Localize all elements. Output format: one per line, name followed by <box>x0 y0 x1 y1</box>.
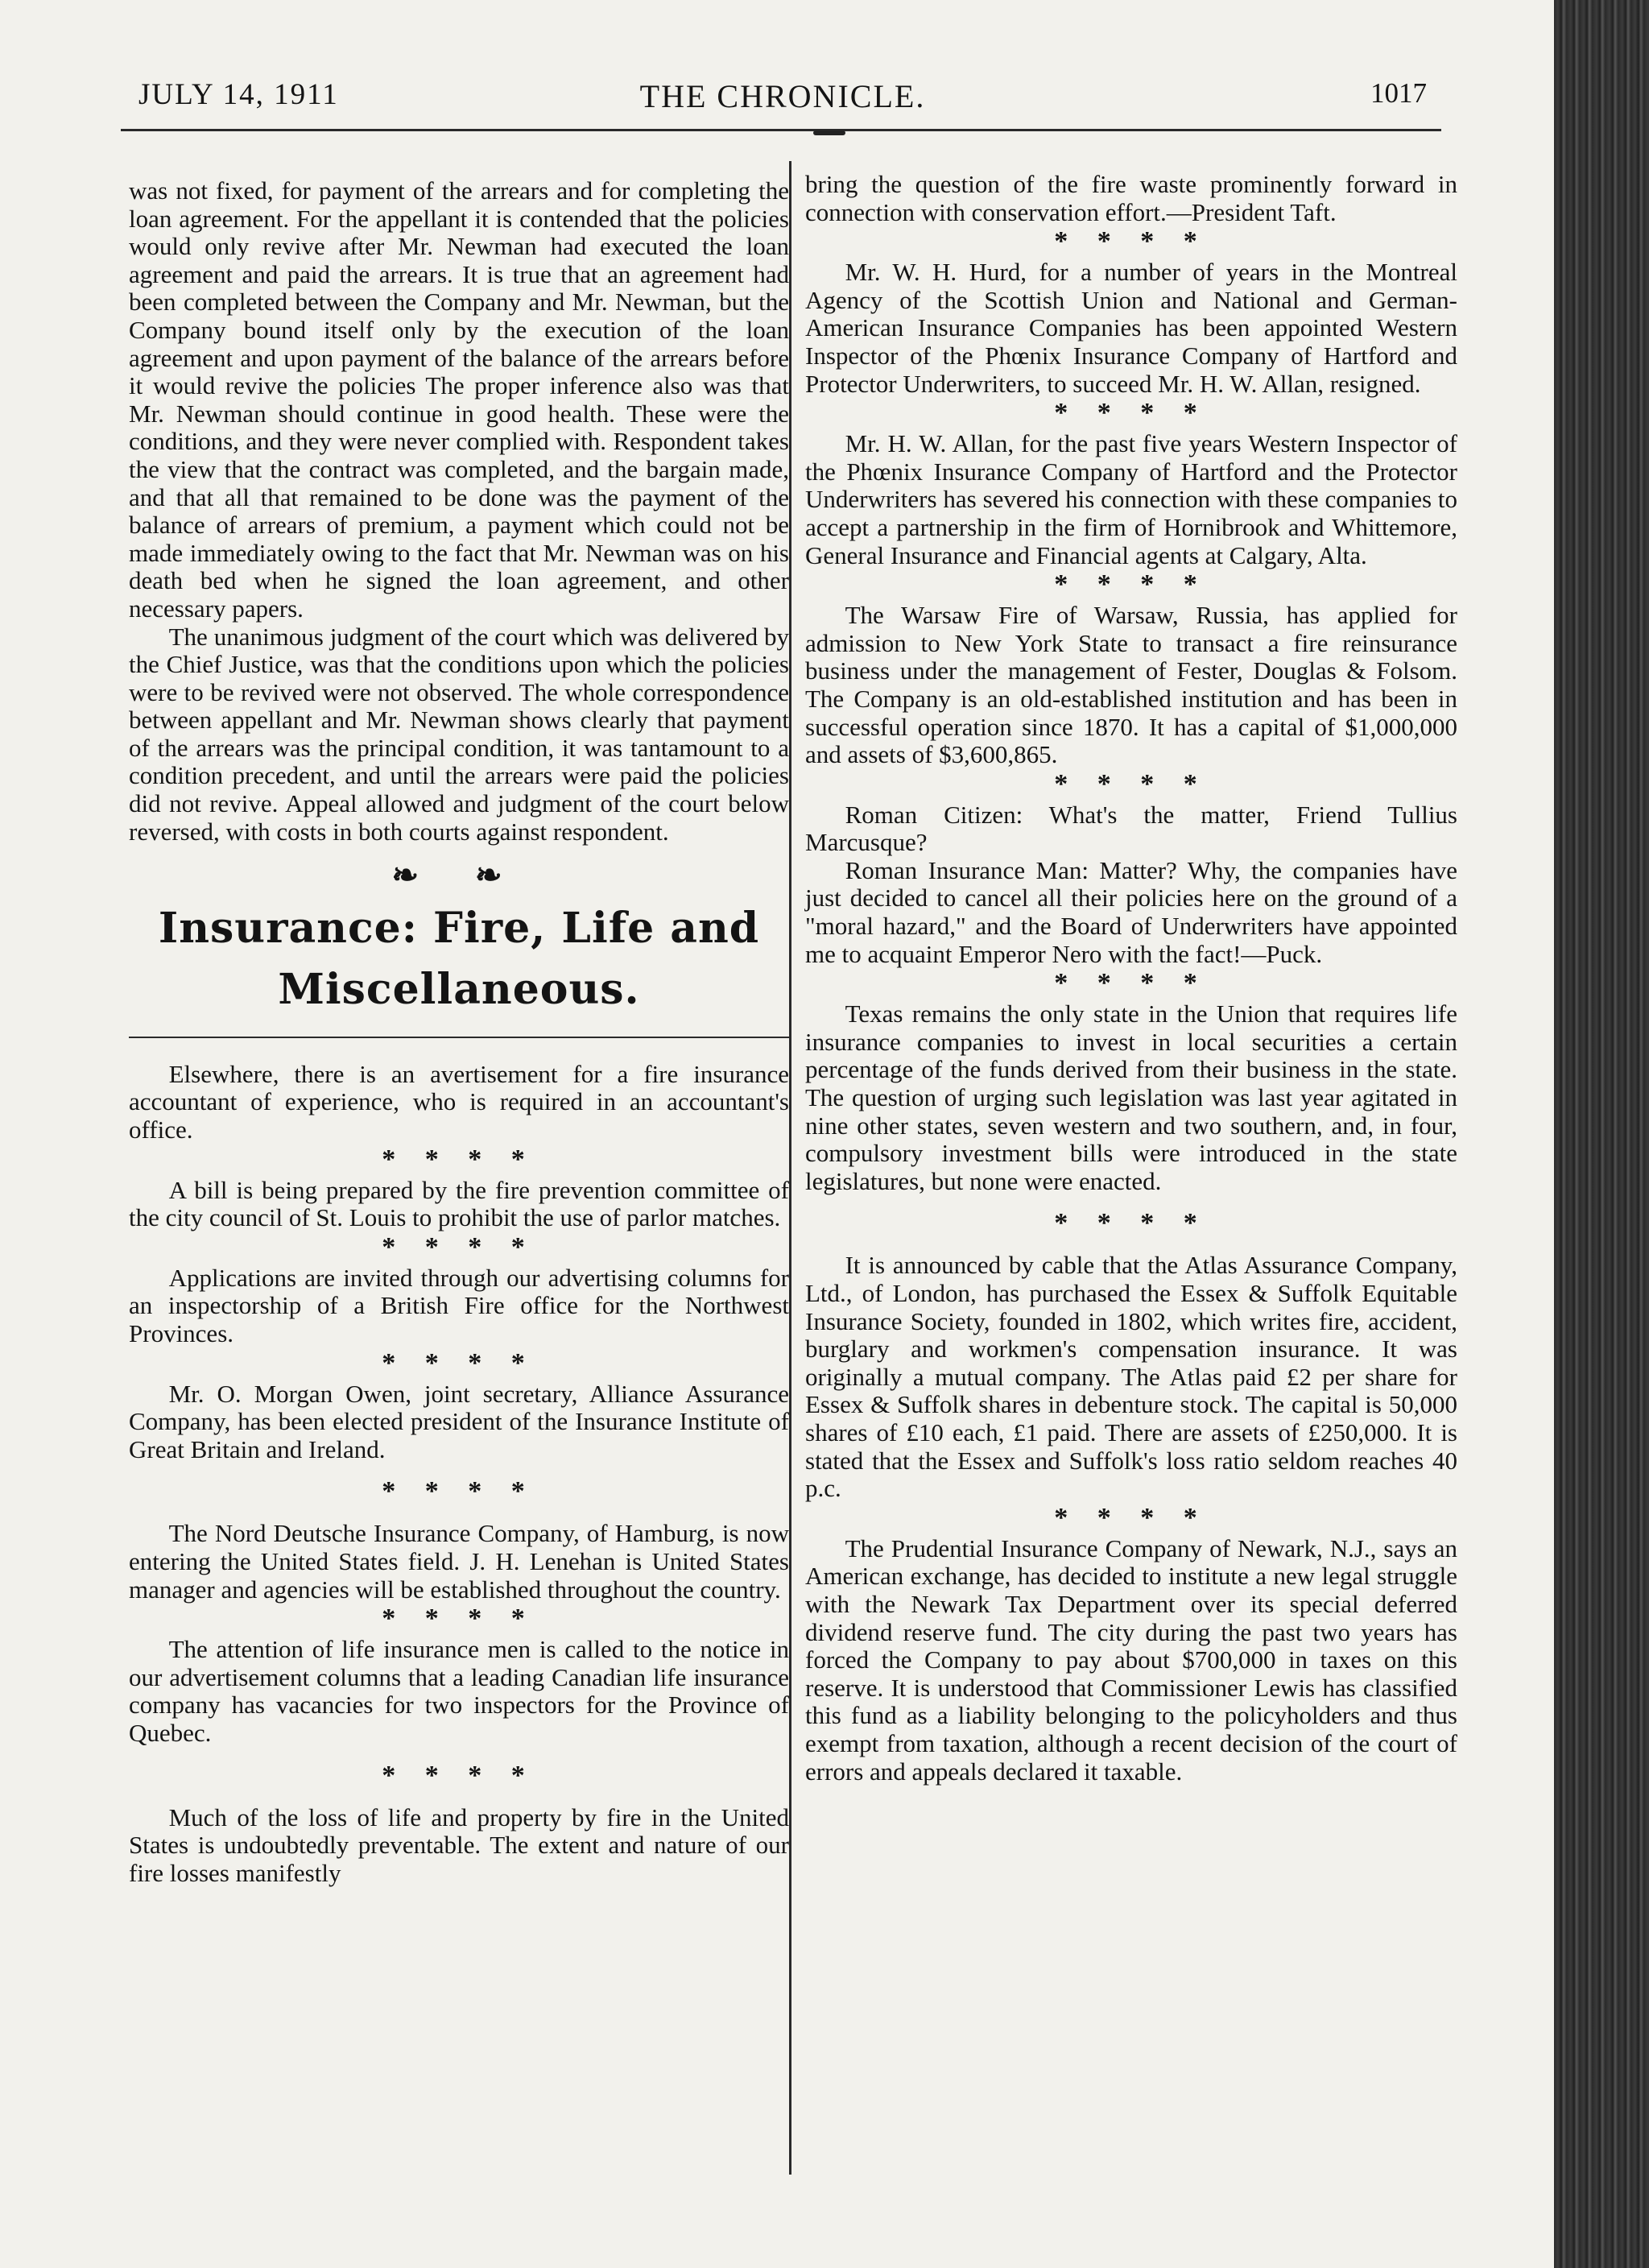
publication-title: THE CHRONICLE. <box>639 78 926 114</box>
page-number: 1017 <box>1370 77 1427 109</box>
dialogue-line: Roman Citizen: What's the matter, Friend Tullius Marcusque? <box>805 800 1457 857</box>
news-item: It is announced by cable that the Atlas Assurance Company, Ltd., of London, has purchased the Essex & Suffolk Equitable Insurance Society, founded in 1802, which writes fire, accident, burglary and workmen's compensation insurance. It was originally a mutual company. The Atlas paid £2 per share for Essex & Suffolk shares in debenture stock. The capital is 50,000 shares of £10 each, £1 paid. There are assets of £250,000. It is stated that the Essex and Suffolk's loss ratio seldom reaches 40 p.c. <box>805 1251 1457 1503</box>
dialogue-line: Roman Insurance Man: Matter? Why, the companies have just decided to cancel all their policies here on the ground of a "moral hazard," and the Board of Underwriters have appointed me to acquaint Emperor Nero with the fact!—Puck. <box>805 855 1457 968</box>
section-heading <box>129 898 789 1020</box>
article-continuation: was not fixed, for payment of the arrears and for completing the loan agreement. For the appellant it is contended that the policies would only revive after Mr. Newman had executed the loan agreement and paid the arrears. It is true that an agreement had been completed between the Company and Mr. Newman, but the Company bound itself only by the execution of the loan agreement and upon payment of the balance of the arrears before it would revive the policies The proper inference also was that Mr. Newman should continue in good health. These were the conditions, and they were never complied with. Respondent takes the view that the contract was completed, and the bargain made, and that all that remained to be done was the payment of the balance of arrears of premium, a payment which could not be made immediately owing to the fact that Mr. Newman was on his death bed when he signed the loan agreement, and other necessary papers. <box>129 176 789 623</box>
news-item: The attention of life insurance men is called to the notice in our advertisement columns that a leading Canadian life insurance company has vacancies for two inspectors for the Province of Quebec. <box>129 1635 789 1747</box>
star-separator: * * * * <box>1054 569 1209 600</box>
article-continuation: bring the question of the fire waste prominently forward in connection with conservation effort.—President Taft. <box>805 170 1457 226</box>
star-separator: * * * * <box>382 1604 536 1634</box>
star-separator: * * * * <box>382 1347 536 1378</box>
star-separator: * * * * <box>382 1476 536 1507</box>
column-divider <box>789 161 791 2175</box>
section-heading-line-1: Insurance: Fire, Life and <box>158 903 760 953</box>
star-separator: * * * * <box>1054 1208 1209 1239</box>
news-item: The Warsaw Fire of Warsaw, Russia, has applied for admission to New York State to transact a fire reinsurance business under the management of Fester, Douglas & Folsom. The Company is an old-established institution and has been in successful operation since 1870. It has a capital of $1,000,000 and assets of $3,600,865. <box>805 601 1457 769</box>
news-item: Mr. H. W. Allan, for the past five years Western Inspector of the Phœnix Insurance Company of Hartford and the Protector Underwriters has severed his connection with these companies to accept a partnership in the firm of Hornibrook and Whittemore, General Insurance and Financial agents at Calgary, Alta. <box>805 429 1457 569</box>
star-separator: * * * * <box>1054 968 1209 999</box>
star-separator: * * * * <box>1054 398 1209 428</box>
section-heading-line-2: Miscellaneous. <box>278 964 640 1014</box>
star-separator: * * * * <box>1054 226 1209 257</box>
header-ornament <box>813 130 845 135</box>
news-item: Mr. W. H. Hurd, for a number of years in the Montreal Agency of the Scottish Union and National and German-American Insurance Companies has been appointed Western Inspector of the Phœnix Insurance Company of Hartford and Protector Underwriters, to succeed Mr. H. W. Allan, resigned. <box>805 258 1457 398</box>
book-binding-edge <box>1554 0 1649 2268</box>
news-item: Mr. O. Morgan Owen, joint secretary, Alliance Assurance Company, has been elected president of the Insurance Institute of Great Britain and Ireland. <box>129 1379 789 1463</box>
news-item: A bill is being prepared by the fire prevention committee of the city council of St. Louis to prohibit the use of parlor matches. <box>129 1175 789 1232</box>
judgment-paragraph: The unanimous judgment of the court which was delivered by the Chief Justice, was that the conditions upon which the policies were to be revived were not observed. The whole correspondence between appellant and Mr. Newman shows clearly that payment of the arrears was the principal condition, it was tantamount to a condition precedent, and until the arrears were paid the policies did not revive. Appeal allowed and judgment of the court below reversed, with costs in both courts against respondent. <box>129 622 789 846</box>
news-item: Much of the loss of life and property by fire in the United States is undoubtedly preventable. The extent and nature of our fire losses manifestly <box>129 1802 789 1887</box>
news-item: Applications are invited through our advertising columns for an inspectorship of a British Fire office for the Northwest Provinces. <box>129 1263 789 1347</box>
left-column <box>129 177 789 1887</box>
news-item: Elsewhere, there is an avertisement for a fire insurance accountant of experience, who is required in an accountant's office. <box>129 1059 789 1144</box>
news-item: The Nord Deutsche Insurance Company, of Hamburg, is now entering the United States field. J. H. Lenehan is United States manager and agencies will be established throughout the country. <box>129 1519 789 1604</box>
star-separator: * * * * <box>382 1231 536 1262</box>
issue-date: JULY 14, 1911 <box>138 78 339 111</box>
fleuron-ornament: ❧ ❧ <box>391 857 527 894</box>
star-separator: * * * * <box>1054 1502 1209 1533</box>
star-separator: * * * * <box>382 1760 536 1790</box>
section-rule <box>129 1037 789 1038</box>
news-item: Texas remains the only state in the Union that requires life insurance companies to invest in local securities a certain percentage of the funds derived from their business in the state. The question of urging such legislation was last year agitated in nine other states, seven western and two southern, and, in four, compulsory investment bills were introduced in the state legislatures, but none were enacted. <box>805 999 1457 1195</box>
star-separator: * * * * <box>382 1144 536 1174</box>
header-rule <box>121 129 1441 131</box>
right-column <box>805 171 1457 1786</box>
news-item: The Prudential Insurance Company of Newark, N.J., says an American exchange, has decided to institute a new legal struggle with the Newark Tax Department over its special deferred dividend reserve fund. The city during the past two years has forced the Company to pay about $700,000 in taxes on this reserve. It is understood that Commissioner Lewis has classified this fund as a liability belonging to the policyholders and thus exempt from taxation, although a recent decision of the court of errors and appeals declared it taxable. <box>805 1533 1457 1786</box>
page-header <box>138 77 1427 126</box>
star-separator: * * * * <box>1054 768 1209 799</box>
